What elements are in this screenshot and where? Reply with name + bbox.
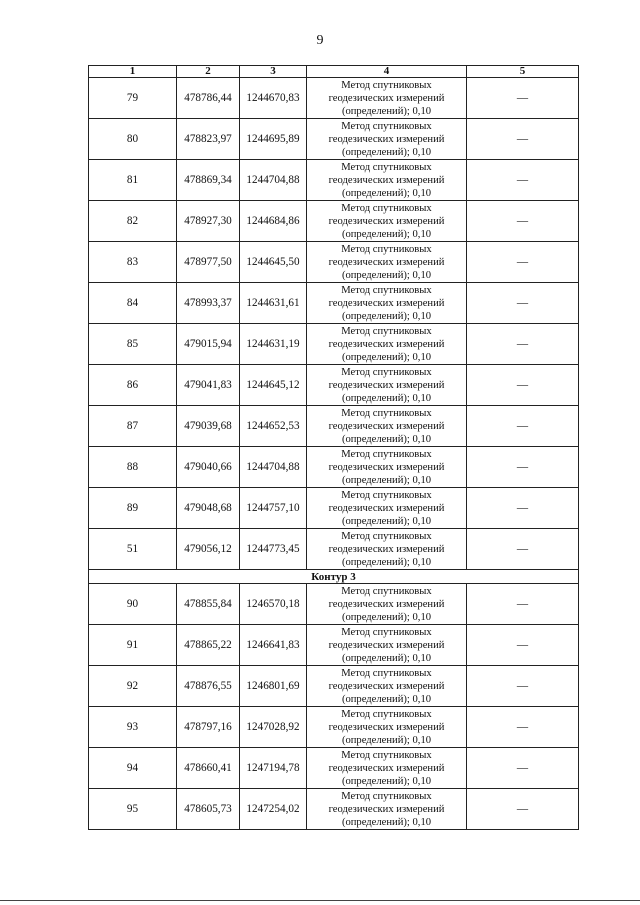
y-coordinate-cell: 1247028,92	[240, 707, 307, 748]
method-text-line: геодезических измерений	[328, 762, 445, 774]
method-text-line: геодезических измерений	[328, 721, 445, 733]
dash-mark: —	[516, 174, 529, 186]
method-text-line: Метод спутниковых	[341, 243, 432, 255]
method-text-line: (определений); 0,10	[341, 146, 432, 158]
accuracy-cell	[467, 789, 579, 830]
accuracy-cell	[467, 160, 579, 201]
x-coordinate-cell: 479041,83	[177, 365, 240, 406]
accuracy-cell	[467, 584, 579, 625]
table-row	[89, 78, 579, 119]
accuracy-cell	[467, 119, 579, 160]
y-coordinate-cell: 1244670,83	[240, 78, 307, 119]
y-coordinate-cell: 1247194,78	[240, 748, 307, 789]
method-cell	[307, 447, 467, 488]
method-text-line: геодезических измерений	[328, 680, 445, 692]
point-number-cell: 79	[89, 78, 177, 119]
section-header	[89, 570, 579, 584]
method-cell	[307, 324, 467, 365]
y-coordinate-cell: 1246570,18	[240, 584, 307, 625]
dash-mark: —	[516, 680, 529, 692]
x-coordinate-cell: 479015,94	[177, 324, 240, 365]
table-header	[89, 66, 579, 78]
x-coordinate-cell: 478869,34	[177, 160, 240, 201]
method-text-line: Метод спутниковых	[341, 407, 432, 419]
point-number-cell: 51	[89, 529, 177, 570]
method-text-line: (определений); 0,10	[341, 105, 432, 117]
method-cell	[307, 529, 467, 570]
dash-mark: —	[516, 803, 529, 815]
method-text-line: (определений); 0,10	[341, 515, 432, 527]
point-number-cell: 94	[89, 748, 177, 789]
point-number-cell: 88	[89, 447, 177, 488]
method-text-line: Метод спутниковых	[341, 120, 432, 132]
method-text-line: геодезических измерений	[328, 379, 445, 391]
x-coordinate-cell: 478993,37	[177, 283, 240, 324]
table-row	[89, 406, 579, 447]
point-number-cell: 85	[89, 324, 177, 365]
x-coordinate-cell: 479040,66	[177, 447, 240, 488]
point-number-cell: 80	[89, 119, 177, 160]
method-text-line: (определений); 0,10	[341, 433, 432, 445]
dash-mark: —	[516, 420, 529, 432]
method-cell	[307, 666, 467, 707]
header-col-1: 1	[89, 66, 177, 78]
accuracy-cell	[467, 625, 579, 666]
point-number-cell: 83	[89, 242, 177, 283]
page-bottom-edge	[0, 900, 640, 901]
accuracy-cell	[467, 365, 579, 406]
method-text-line: (определений); 0,10	[341, 187, 432, 199]
table-row	[89, 488, 579, 529]
y-coordinate-cell: 1246801,69	[240, 666, 307, 707]
dash-mark: —	[516, 215, 529, 227]
method-text-line: (определений); 0,10	[341, 228, 432, 240]
table-row	[89, 748, 579, 789]
y-coordinate-cell: 1244704,88	[240, 160, 307, 201]
method-text-line: Метод спутниковых	[341, 749, 432, 761]
method-cell	[307, 119, 467, 160]
point-number-cell: 92	[89, 666, 177, 707]
y-coordinate-cell: 1244695,89	[240, 119, 307, 160]
table-body-part-1	[89, 78, 579, 570]
method-cell	[307, 584, 467, 625]
accuracy-cell	[467, 529, 579, 570]
method-text-line: (определений); 0,10	[341, 310, 432, 322]
table-row	[89, 119, 579, 160]
method-text-line: (определений); 0,10	[341, 693, 432, 705]
y-coordinate-cell: 1244757,10	[240, 488, 307, 529]
method-text-line: Метод спутниковых	[341, 489, 432, 501]
method-text-line: геодезических измерений	[328, 215, 445, 227]
table-row	[89, 529, 579, 570]
method-text-line: Метод спутниковых	[341, 325, 432, 337]
method-text-line: Метод спутниковых	[341, 667, 432, 679]
accuracy-cell	[467, 283, 579, 324]
accuracy-cell	[467, 748, 579, 789]
dash-mark: —	[516, 256, 529, 268]
y-coordinate-cell: 1244773,45	[240, 529, 307, 570]
dash-mark: —	[516, 721, 529, 733]
method-text-line: (определений); 0,10	[341, 556, 432, 568]
dash-mark: —	[516, 379, 529, 391]
method-text-line: геодезических измерений	[328, 639, 445, 651]
y-coordinate-cell: 1244631,61	[240, 283, 307, 324]
x-coordinate-cell: 478660,41	[177, 748, 240, 789]
accuracy-cell	[467, 707, 579, 748]
method-text-line: Метод спутниковых	[341, 448, 432, 460]
method-text-line: (определений); 0,10	[341, 474, 432, 486]
table-row	[89, 201, 579, 242]
method-text-line: Метод спутниковых	[341, 530, 432, 542]
table-row	[89, 447, 579, 488]
x-coordinate-cell: 478865,22	[177, 625, 240, 666]
method-cell	[307, 283, 467, 324]
accuracy-cell	[467, 406, 579, 447]
point-number-cell: 82	[89, 201, 177, 242]
method-cell	[307, 78, 467, 119]
x-coordinate-cell: 478605,73	[177, 789, 240, 830]
method-text-line: геодезических измерений	[328, 256, 445, 268]
point-number-cell: 86	[89, 365, 177, 406]
coordinates-table	[88, 65, 579, 830]
y-coordinate-cell: 1244652,53	[240, 406, 307, 447]
method-cell	[307, 789, 467, 830]
point-number-cell: 93	[89, 707, 177, 748]
point-number-cell: 89	[89, 488, 177, 529]
header-col-3: 3	[240, 66, 307, 78]
x-coordinate-cell: 479056,12	[177, 529, 240, 570]
method-text-line: геодезических измерений	[328, 543, 445, 555]
y-coordinate-cell: 1244645,50	[240, 242, 307, 283]
method-text-line: Метод спутниковых	[341, 284, 432, 296]
method-text-line: геодезических измерений	[328, 461, 445, 473]
header-col-5: 5	[467, 66, 579, 78]
page-number: 9	[316, 33, 324, 48]
method-cell	[307, 625, 467, 666]
y-coordinate-cell: 1246641,83	[240, 625, 307, 666]
method-text-line: Метод спутниковых	[341, 790, 432, 802]
point-number-cell: 84	[89, 283, 177, 324]
method-text-line: геодезических измерений	[328, 502, 445, 514]
dash-mark: —	[516, 639, 529, 651]
table-row	[89, 789, 579, 830]
method-text-line: Метод спутниковых	[341, 585, 432, 597]
method-text-line: (определений); 0,10	[341, 652, 432, 664]
x-coordinate-cell: 478927,30	[177, 201, 240, 242]
method-text-line: Метод спутниковых	[341, 366, 432, 378]
method-text-line: (определений); 0,10	[341, 351, 432, 363]
method-text-line: (определений); 0,10	[341, 269, 432, 281]
method-cell	[307, 242, 467, 283]
accuracy-cell	[467, 201, 579, 242]
method-text-line: Метод спутниковых	[341, 202, 432, 214]
table-row	[89, 283, 579, 324]
accuracy-cell	[467, 242, 579, 283]
dash-mark: —	[516, 133, 529, 145]
header-col-4: 4	[307, 66, 467, 78]
method-cell	[307, 707, 467, 748]
method-text-line: (определений); 0,10	[341, 734, 432, 746]
accuracy-cell	[467, 78, 579, 119]
method-text-line: Метод спутниковых	[341, 708, 432, 720]
table-row	[89, 584, 579, 625]
table-row	[89, 324, 579, 365]
method-text-line: (определений); 0,10	[341, 611, 432, 623]
x-coordinate-cell: 479048,68	[177, 488, 240, 529]
method-cell	[307, 160, 467, 201]
method-text-line: геодезических измерений	[328, 598, 445, 610]
y-coordinate-cell: 1247254,02	[240, 789, 307, 830]
method-text-line: геодезических измерений	[328, 803, 445, 815]
dash-mark: —	[516, 92, 529, 104]
method-text-line: Метод спутниковых	[341, 626, 432, 638]
y-coordinate-cell: 1244704,88	[240, 447, 307, 488]
accuracy-cell	[467, 324, 579, 365]
dash-mark: —	[516, 502, 529, 514]
dash-mark: —	[516, 461, 529, 473]
x-coordinate-cell: 479039,68	[177, 406, 240, 447]
table-body-part-2	[89, 584, 579, 830]
method-cell	[307, 748, 467, 789]
method-text-line: (определений); 0,10	[341, 816, 432, 828]
y-coordinate-cell: 1244631,19	[240, 324, 307, 365]
x-coordinate-cell: 478855,84	[177, 584, 240, 625]
method-cell	[307, 488, 467, 529]
method-text-line: (определений); 0,10	[341, 775, 432, 787]
table-row	[89, 365, 579, 406]
dash-mark: —	[516, 543, 529, 555]
method-text-line: Метод спутниковых	[341, 161, 432, 173]
x-coordinate-cell: 478797,16	[177, 707, 240, 748]
point-number-cell: 87	[89, 406, 177, 447]
method-text-line: геодезических измерений	[328, 174, 445, 186]
dash-mark: —	[516, 598, 529, 610]
x-coordinate-cell: 478977,50	[177, 242, 240, 283]
method-text-line: (определений); 0,10	[341, 392, 432, 404]
method-text-line: геодезических измерений	[328, 420, 445, 432]
accuracy-cell	[467, 666, 579, 707]
table-row	[89, 242, 579, 283]
table-row	[89, 707, 579, 748]
header-col-2: 2	[177, 66, 240, 78]
point-number-cell: 91	[89, 625, 177, 666]
y-coordinate-cell: 1244684,86	[240, 201, 307, 242]
method-text-line: геодезических измерений	[328, 133, 445, 145]
accuracy-cell	[467, 488, 579, 529]
dash-mark: —	[516, 338, 529, 350]
table-row	[89, 666, 579, 707]
method-text-line: геодезических измерений	[328, 338, 445, 350]
x-coordinate-cell: 478876,55	[177, 666, 240, 707]
dash-mark: —	[516, 762, 529, 774]
point-number-cell: 95	[89, 789, 177, 830]
x-coordinate-cell: 478823,97	[177, 119, 240, 160]
method-text-line: Метод спутниковых	[341, 79, 432, 91]
accuracy-cell	[467, 447, 579, 488]
method-cell	[307, 365, 467, 406]
dash-mark: —	[516, 297, 529, 309]
point-number-cell: 81	[89, 160, 177, 201]
method-text-line: геодезических измерений	[328, 297, 445, 309]
table-row	[89, 160, 579, 201]
method-cell	[307, 406, 467, 447]
method-cell	[307, 201, 467, 242]
method-text-line: геодезических измерений	[328, 92, 445, 104]
section-title: Контур 3	[89, 570, 579, 584]
point-number-cell: 90	[89, 584, 177, 625]
y-coordinate-cell: 1244645,12	[240, 365, 307, 406]
x-coordinate-cell: 478786,44	[177, 78, 240, 119]
table-row	[89, 625, 579, 666]
